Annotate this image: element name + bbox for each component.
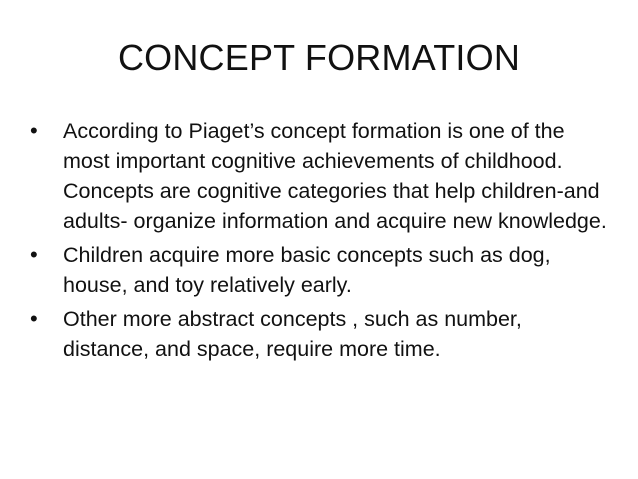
bullet-text: Other more abstract concepts , such as number, distance, and space, require more time. <box>63 307 522 361</box>
bullet-item <box>30 304 610 364</box>
bullet-icon: • <box>30 306 38 331</box>
bullet-item <box>30 240 610 300</box>
bullet-list <box>30 116 610 368</box>
bullet-text: According to Piaget’s concept formation is one of the most important cognitive achievements of childhood. Concepts are cognitive categories that help children-and adults- organize information and acquire new knowledge. <box>63 119 607 233</box>
bullet-item <box>30 116 610 236</box>
bullet-icon: • <box>30 118 38 143</box>
bullet-icon: • <box>30 242 38 267</box>
bullet-text: Children acquire more basic concepts such as dog, house, and toy relatively early. <box>63 243 551 297</box>
slide-title: CONCEPT FORMATION <box>117 37 521 78</box>
